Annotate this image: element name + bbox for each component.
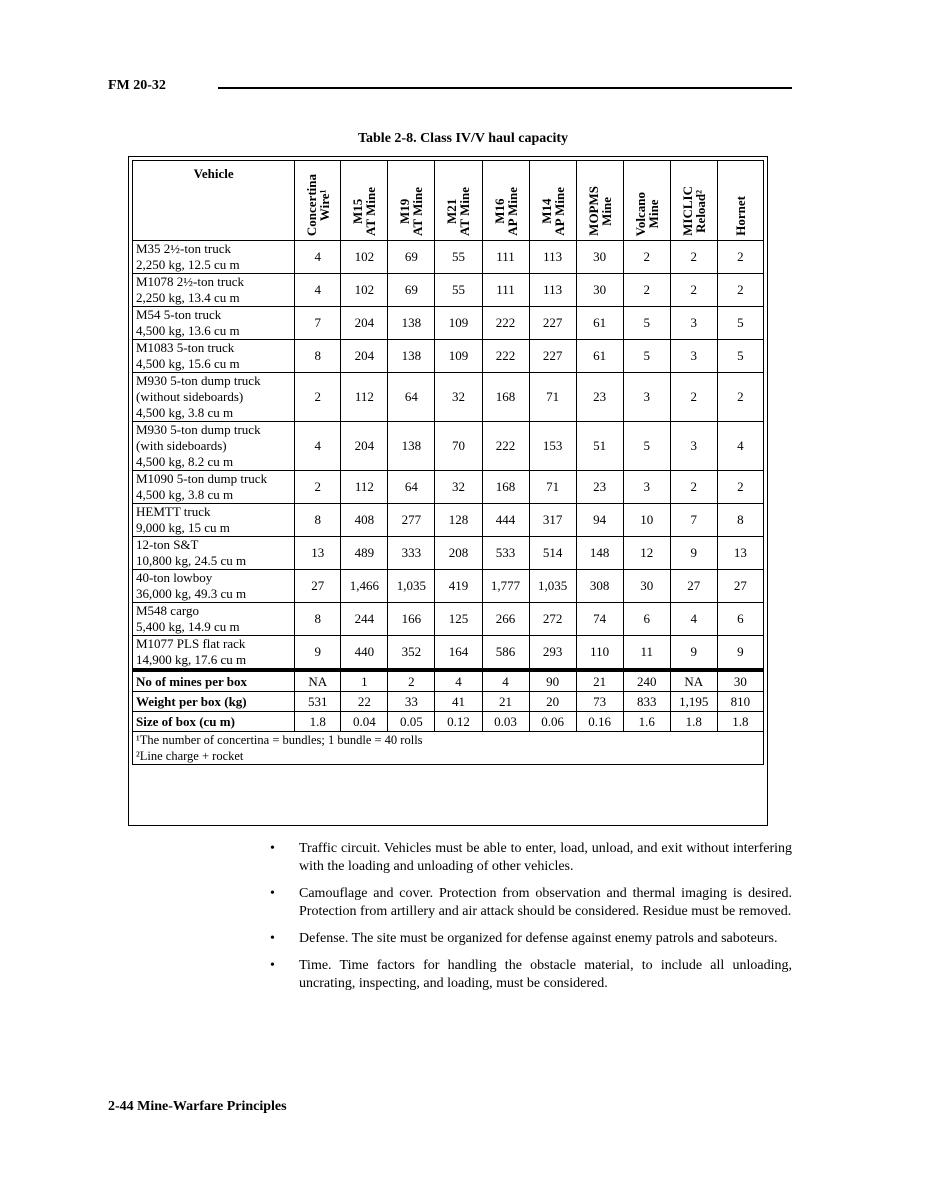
bullet-text: Time. Time factors for handling the obstacle material, to include all unloading, uncrating, inspecting, and loading, must be considered. — [299, 958, 792, 991]
capacity-cell: 6 — [717, 603, 763, 636]
capacity-cell: 277 — [388, 504, 435, 537]
capacity-cell: 109 — [435, 340, 482, 373]
vehicle-line: 2,250 kg, 12.5 cu m — [136, 257, 240, 272]
capacity-cell: 112 — [341, 373, 388, 422]
bullet-dot-icon: • — [270, 931, 275, 946]
capacity-cell: 30 — [576, 274, 623, 307]
column-header — [482, 161, 529, 241]
capacity-cell: 102 — [341, 241, 388, 274]
summary-cell: NA — [295, 670, 341, 692]
capacity-cell: 4 — [295, 241, 341, 274]
column-header-label: MOPMS Mine — [585, 186, 614, 236]
capacity-cell: 419 — [435, 570, 482, 603]
capacity-cell: 111 — [482, 274, 529, 307]
vehicle-line: 2,250 kg, 13.4 cu m — [136, 290, 240, 305]
summary-cell: 1.8 — [717, 712, 763, 732]
capacity-cell: 293 — [529, 636, 576, 671]
vehicle-cell — [133, 307, 295, 340]
capacity-cell: 27 — [717, 570, 763, 603]
capacity-cell: 272 — [529, 603, 576, 636]
capacity-cell: 586 — [482, 636, 529, 671]
capacity-cell: 514 — [529, 537, 576, 570]
capacity-cell: 8 — [717, 504, 763, 537]
capacity-cell: 227 — [529, 340, 576, 373]
capacity-cell: 4 — [295, 274, 341, 307]
column-header — [623, 161, 670, 241]
capacity-cell: 352 — [388, 636, 435, 671]
summary-cell: 1.8 — [670, 712, 717, 732]
capacity-cell: 1,466 — [341, 570, 388, 603]
vehicle-line: M1077 PLS flat rack — [136, 636, 246, 651]
capacity-cell: 2 — [717, 373, 763, 422]
column-header-label: M16 AP Mine — [491, 187, 520, 236]
summary-row — [133, 670, 764, 692]
vehicle-line: (with sideboards) — [136, 438, 227, 453]
summary-cell: 21 — [482, 692, 529, 712]
capacity-cell: 2 — [670, 241, 717, 274]
capacity-cell: 1,777 — [482, 570, 529, 603]
bullet-item — [270, 957, 792, 993]
capacity-cell: 64 — [388, 373, 435, 422]
capacity-cell: 4 — [670, 603, 717, 636]
column-header — [435, 161, 482, 241]
bullet-item — [270, 885, 792, 921]
capacity-cell: 11 — [623, 636, 670, 671]
capacity-cell: 69 — [388, 241, 435, 274]
vehicle-line: M1078 2½-ton truck — [136, 274, 244, 289]
vehicle-line: 36,000 kg, 49.3 cu m — [136, 586, 247, 601]
footnote: ¹The number of concertina = bundles; 1 bundle = 40 rolls — [136, 733, 423, 747]
capacity-cell: 13 — [717, 537, 763, 570]
capacity-cell: 13 — [295, 537, 341, 570]
capacity-cell: 8 — [295, 340, 341, 373]
table-title: Table 2-8. Class IV/V haul capacity — [357, 131, 569, 146]
capacity-cell: 9 — [295, 636, 341, 671]
capacity-cell: 51 — [576, 422, 623, 471]
capacity-cell: 128 — [435, 504, 482, 537]
capacity-cell: 7 — [295, 307, 341, 340]
vehicle-line: M54 5-ton truck — [136, 307, 222, 322]
column-header — [388, 161, 435, 241]
summary-cell: 4 — [435, 670, 482, 692]
capacity-cell: 2 — [670, 471, 717, 504]
capacity-cell: 10 — [623, 504, 670, 537]
summary-cell: 1.8 — [295, 712, 341, 732]
vehicle-line: M1090 5-ton dump truck — [136, 471, 268, 486]
vehicle-cell — [133, 504, 295, 537]
vehicle-cell — [133, 471, 295, 504]
capacity-cell: 168 — [482, 373, 529, 422]
capacity-cell: 8 — [295, 603, 341, 636]
footnote: ²Line charge + rocket — [136, 749, 244, 763]
table-row — [133, 504, 764, 537]
summary-cell: 21 — [576, 670, 623, 692]
capacity-cell: 489 — [341, 537, 388, 570]
capacity-cell: 2 — [717, 471, 763, 504]
vehicle-line: 14,900 kg, 17.6 cu m — [136, 652, 247, 667]
capacity-cell: 111 — [482, 241, 529, 274]
capacity-cell: 266 — [482, 603, 529, 636]
vehicle-cell — [133, 340, 295, 373]
capacity-cell: 5 — [717, 340, 763, 373]
header-rule — [218, 87, 792, 89]
vehicle-column-header: Vehicle — [133, 161, 295, 241]
capacity-cell: 444 — [482, 504, 529, 537]
summary-label: Size of box (cu m) — [133, 712, 295, 732]
bullet-item — [270, 930, 792, 948]
vehicle-line: 9,000 kg, 15 cu m — [136, 520, 230, 535]
capacity-cell: 125 — [435, 603, 482, 636]
capacity-cell: 3 — [670, 422, 717, 471]
capacity-cell: 2 — [717, 274, 763, 307]
capacity-cell: 8 — [295, 504, 341, 537]
bullet-dot-icon: • — [270, 958, 275, 973]
vehicle-line: M1083 5-ton truck — [136, 340, 235, 355]
vehicle-line: 10,800 kg, 24.5 cu m — [136, 553, 247, 568]
footnote-row — [133, 732, 764, 765]
vehicle-line: 12-ton S&T — [136, 537, 199, 552]
summary-cell: 1.6 — [623, 712, 670, 732]
vehicle-line: 4,500 kg, 3.8 cu m — [136, 487, 234, 502]
capacity-cell: 6 — [623, 603, 670, 636]
capacity-cell: 2 — [670, 274, 717, 307]
capacity-cell: 109 — [435, 307, 482, 340]
column-header — [670, 161, 717, 241]
table-row — [133, 603, 764, 636]
vehicle-cell — [133, 274, 295, 307]
capacity-cell: 27 — [670, 570, 717, 603]
capacity-cell: 440 — [341, 636, 388, 671]
table-row — [133, 307, 764, 340]
capacity-cell: 3 — [623, 373, 670, 422]
capacity-cell: 153 — [529, 422, 576, 471]
bullet-text: Defense. The site must be organized for defense against enemy patrols and saboteurs. — [299, 931, 778, 946]
vehicle-line: HEMTT truck — [136, 504, 211, 519]
summary-cell: 30 — [717, 670, 763, 692]
column-header-label: Volcano Mine — [632, 191, 661, 236]
capacity-cell: 9 — [670, 537, 717, 570]
running-header: FM 20-32 — [108, 78, 166, 93]
capacity-cell: 227 — [529, 307, 576, 340]
capacity-cell: 110 — [576, 636, 623, 671]
vehicle-line: 4,500 kg, 13.6 cu m — [136, 323, 240, 338]
capacity-cell: 244 — [341, 603, 388, 636]
capacity-cell: 30 — [623, 570, 670, 603]
vehicle-cell — [133, 636, 295, 671]
vehicle-cell — [133, 570, 295, 603]
capacity-cell: 3 — [670, 307, 717, 340]
summary-cell: 22 — [341, 692, 388, 712]
table-row — [133, 340, 764, 373]
capacity-cell: 12 — [623, 537, 670, 570]
vehicle-line: 4,500 kg, 3.8 cu m — [136, 405, 234, 420]
column-header-label: M21 AT Mine — [444, 187, 473, 236]
capacity-cell: 5 — [623, 422, 670, 471]
capacity-cell: 2 — [623, 241, 670, 274]
capacity-cell: 138 — [388, 422, 435, 471]
summary-cell: 0.06 — [529, 712, 576, 732]
capacity-cell: 204 — [341, 340, 388, 373]
capacity-cell: 3 — [670, 340, 717, 373]
bullet-item — [270, 840, 792, 876]
summary-cell: NA — [670, 670, 717, 692]
table-row — [133, 422, 764, 471]
capacity-cell: 23 — [576, 373, 623, 422]
table-row — [133, 570, 764, 603]
bullet-list — [270, 840, 792, 1002]
vehicle-line: M35 2½-ton truck — [136, 241, 231, 256]
capacity-cell: 112 — [341, 471, 388, 504]
table-row — [133, 636, 764, 671]
capacity-cell: 408 — [341, 504, 388, 537]
capacity-cell: 2 — [295, 373, 341, 422]
capacity-cell: 2 — [295, 471, 341, 504]
capacity-cell: 1,035 — [388, 570, 435, 603]
capacity-cell: 5 — [717, 307, 763, 340]
capacity-cell: 317 — [529, 504, 576, 537]
capacity-cell: 222 — [482, 340, 529, 373]
capacity-cell: 30 — [576, 241, 623, 274]
capacity-cell: 61 — [576, 340, 623, 373]
capacity-cell: 113 — [529, 241, 576, 274]
capacity-cell: 208 — [435, 537, 482, 570]
vehicle-line: M548 cargo — [136, 603, 199, 618]
capacity-cell: 164 — [435, 636, 482, 671]
summary-cell: 0.03 — [482, 712, 529, 732]
vehicle-line: 5,400 kg, 14.9 cu m — [136, 619, 240, 634]
summary-cell: 1,195 — [670, 692, 717, 712]
capacity-cell: 27 — [295, 570, 341, 603]
haul-capacity-table-frame — [128, 156, 768, 826]
summary-cell: 1 — [341, 670, 388, 692]
capacity-cell: 4 — [717, 422, 763, 471]
page-footer: 2-44 Mine-Warfare Principles — [108, 1099, 287, 1114]
column-header — [295, 161, 341, 241]
vehicle-line: M930 5-ton dump truck — [136, 422, 261, 437]
table-row — [133, 537, 764, 570]
summary-label: No of mines per box — [133, 670, 295, 692]
capacity-cell: 4 — [295, 422, 341, 471]
column-header — [576, 161, 623, 241]
capacity-cell: 7 — [670, 504, 717, 537]
column-header — [529, 161, 576, 241]
capacity-cell: 32 — [435, 373, 482, 422]
capacity-cell: 74 — [576, 603, 623, 636]
capacity-cell: 308 — [576, 570, 623, 603]
capacity-cell: 168 — [482, 471, 529, 504]
capacity-cell: 9 — [717, 636, 763, 671]
capacity-cell: 166 — [388, 603, 435, 636]
capacity-cell: 69 — [388, 274, 435, 307]
capacity-cell: 222 — [482, 422, 529, 471]
bullet-dot-icon: • — [270, 841, 275, 856]
capacity-cell: 1,035 — [529, 570, 576, 603]
capacity-cell: 5 — [623, 340, 670, 373]
summary-label: Weight per box (kg) — [133, 692, 295, 712]
summary-row — [133, 692, 764, 712]
table-row — [133, 241, 764, 274]
capacity-cell: 94 — [576, 504, 623, 537]
vehicle-line: 4,500 kg, 15.6 cu m — [136, 356, 240, 371]
haul-capacity-table — [132, 160, 764, 765]
capacity-cell: 9 — [670, 636, 717, 671]
table-row — [133, 471, 764, 504]
summary-cell: 810 — [717, 692, 763, 712]
capacity-cell: 138 — [388, 340, 435, 373]
capacity-cell: 32 — [435, 471, 482, 504]
summary-cell: 4 — [482, 670, 529, 692]
capacity-cell: 3 — [623, 471, 670, 504]
summary-cell: 0.04 — [341, 712, 388, 732]
capacity-cell: 148 — [576, 537, 623, 570]
bullet-text: Traffic circuit. Vehicles must be able to enter, load, unload, and exit without interfering with the loading and unloading of other vehicles. — [299, 841, 792, 874]
capacity-cell: 70 — [435, 422, 482, 471]
capacity-cell: 102 — [341, 274, 388, 307]
table-row — [133, 274, 764, 307]
summary-cell: 20 — [529, 692, 576, 712]
capacity-cell: 71 — [529, 373, 576, 422]
capacity-cell: 61 — [576, 307, 623, 340]
capacity-cell: 2 — [670, 373, 717, 422]
capacity-cell: 5 — [623, 307, 670, 340]
column-header-label: M15 AT Mine — [350, 187, 379, 236]
table-header-row — [133, 161, 764, 241]
capacity-cell: 23 — [576, 471, 623, 504]
capacity-cell: 2 — [717, 241, 763, 274]
summary-cell: 41 — [435, 692, 482, 712]
summary-cell: 73 — [576, 692, 623, 712]
column-header-label: Concertina Wire¹ — [303, 173, 332, 236]
column-header — [717, 161, 763, 241]
column-header-label: Hornet — [732, 196, 748, 236]
footnotes — [133, 732, 764, 765]
capacity-cell: 71 — [529, 471, 576, 504]
summary-cell: 531 — [295, 692, 341, 712]
summary-cell: 240 — [623, 670, 670, 692]
capacity-cell: 138 — [388, 307, 435, 340]
capacity-cell: 55 — [435, 241, 482, 274]
vehicle-line: (without sideboards) — [136, 389, 244, 404]
summary-cell: 33 — [388, 692, 435, 712]
column-header-label: MICLIC Reload² — [679, 186, 708, 236]
vehicle-cell — [133, 422, 295, 471]
bullet-dot-icon: • — [270, 886, 275, 901]
vehicle-cell — [133, 603, 295, 636]
summary-row — [133, 712, 764, 732]
capacity-cell: 113 — [529, 274, 576, 307]
bullet-text: Camouflage and cover. Protection from observation and thermal imaging is desired. Protection from artillery and air attack should be considered. Residue must be removed. — [299, 886, 792, 919]
summary-cell: 0.05 — [388, 712, 435, 732]
capacity-cell: 2 — [623, 274, 670, 307]
capacity-cell: 333 — [388, 537, 435, 570]
vehicle-cell — [133, 537, 295, 570]
column-header — [341, 161, 388, 241]
capacity-cell: 204 — [341, 307, 388, 340]
summary-cell: 833 — [623, 692, 670, 712]
vehicle-line: 40-ton lowboy — [136, 570, 213, 585]
column-header-label: M14 AP Mine — [538, 187, 567, 236]
vehicle-cell — [133, 241, 295, 274]
summary-cell: 2 — [388, 670, 435, 692]
capacity-cell: 222 — [482, 307, 529, 340]
vehicle-cell — [133, 373, 295, 422]
table-row — [133, 373, 764, 422]
summary-cell: 0.16 — [576, 712, 623, 732]
vehicle-line: M930 5-ton dump truck — [136, 373, 261, 388]
summary-cell: 0.12 — [435, 712, 482, 732]
table-body — [133, 241, 764, 765]
column-header-label: M19 AT Mine — [397, 187, 426, 236]
capacity-cell: 204 — [341, 422, 388, 471]
vehicle-line: 4,500 kg, 8.2 cu m — [136, 454, 234, 469]
capacity-cell: 533 — [482, 537, 529, 570]
capacity-cell: 55 — [435, 274, 482, 307]
capacity-cell: 64 — [388, 471, 435, 504]
summary-cell: 90 — [529, 670, 576, 692]
